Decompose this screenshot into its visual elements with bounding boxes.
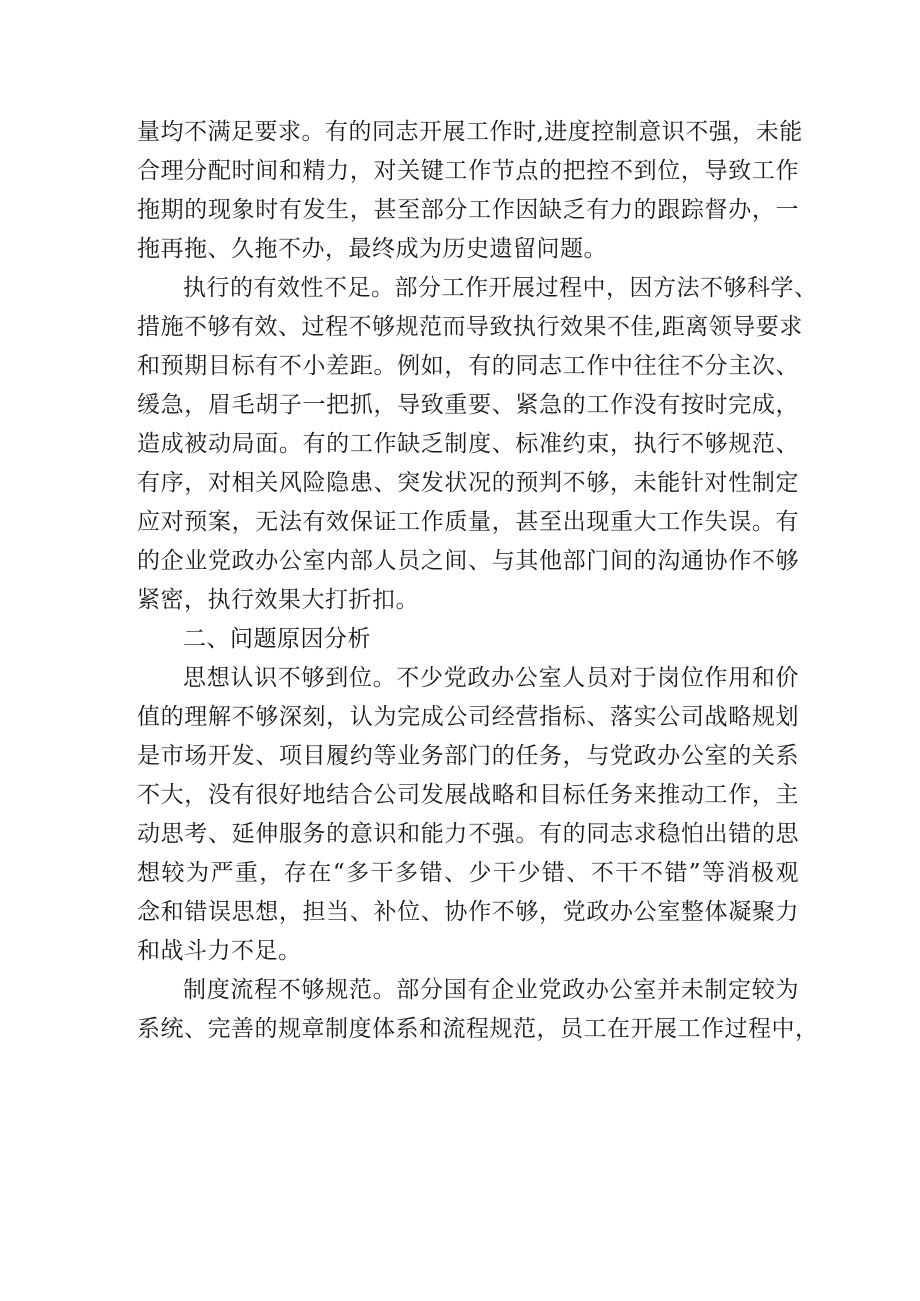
paragraph-schedule-control [137,113,803,269]
text-line: 拖期的现象时有发生，甚至部分工作因缺乏有力的跟踪督办，一 [137,197,799,223]
text-line: 造成被动局面。有的工作缺乏制度、标准约束，执行不够规范、 [137,431,799,457]
paragraph-execution-effectiveness [137,269,818,620]
text-line: 和战斗力不足。 [137,938,302,964]
document-body [137,113,819,1049]
text-line: 思想认识不够到位。不少党政办公室人员对于岗位作用和价 [183,665,799,691]
text-line: 不大，没有很好地结合公司发展战略和目标任务来推动工作，主 [137,782,799,808]
text-line: 动思考、延伸服务的意识和能力不强。有的同志求稳怕出错的思 [137,821,799,847]
text-line: 是市场开发、项目履约等业务部门的任务，与党政办公室的关系 [137,743,799,769]
text-line: 合理分配时间和精力，对关键工作节点的把控不到位，导致工作 [137,158,799,184]
text-line: 有序，对相关风险隐患、突发状况的预判不够，未能针对性制定 [137,470,799,496]
section-heading: 二、问题原因分析 [183,626,371,652]
text-line: 和预期目标有不小差距。例如，有的同志工作中往往不分主次、 [137,353,799,379]
text-line: 缓急，眉毛胡子一把抓，导致重要、紧急的工作没有按时完成， [137,392,799,418]
text-line: 执行的有效性不足。部分工作开展过程中，因方法不够科学、 [183,275,818,301]
text-line: 紧密，执行效果大打折扣。 [137,587,419,613]
text-line: 念和错误思想，担当、补位、协作不够，党政办公室整体凝聚力 [137,899,799,925]
text-line: 值的理解不够深刻，认为完成公司经营指标、落实公司战略规划 [137,704,799,730]
text-line: 想较为严重，存在“多干多错、少干少错、不干不错”等消极观 [137,860,799,886]
text-line: 应对预案，无法有效保证工作质量，甚至出现重大工作失误。有 [137,509,799,535]
text-line: 量均不满足要求。有的同志开展工作时,进度控制意识不强，未能 [137,119,803,145]
text-line: 拖再拖、久拖不办，最终成为历史遗留问题。 [137,236,607,262]
paragraph-ideological-awareness [137,659,799,971]
text-line: 系统、完善的规章制度体系和流程规范，员工在开展工作过程中， [137,1016,819,1042]
text-line: 制度流程不够规范。部分国有企业党政办公室并未制定较为 [183,977,799,1003]
text-line: 的企业党政办公室内部人员之间、与其他部门间的沟通协作不够 [137,548,799,574]
paragraph-institutional-process [137,971,819,1049]
text-line: 措施不够有效、过程不够规范而导致执行效果不佳,距离领导要求 [137,314,803,340]
